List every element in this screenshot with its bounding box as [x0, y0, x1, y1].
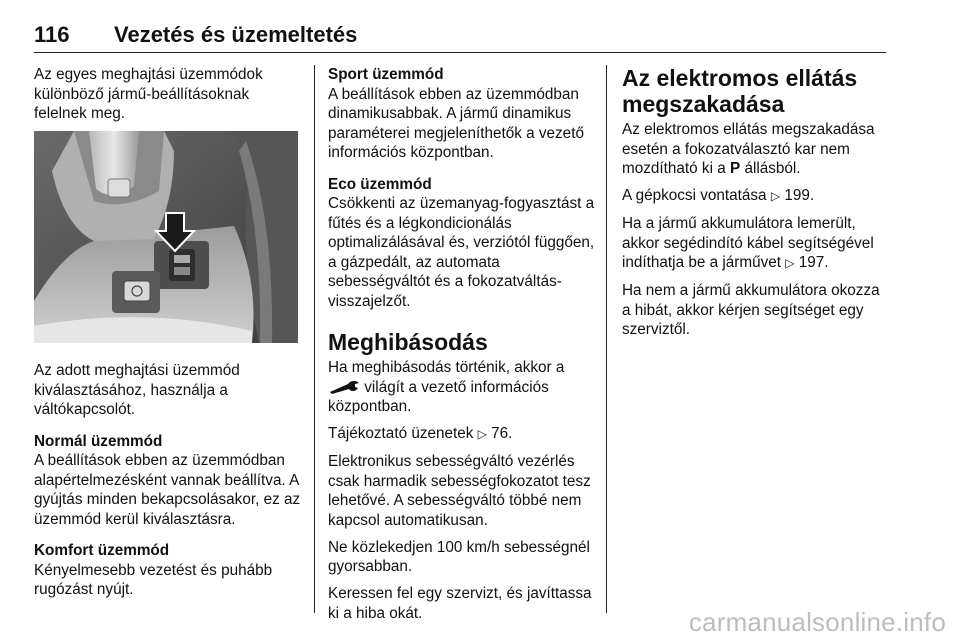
fault-p1-post: világít a vezető információs központban. — [328, 378, 549, 415]
fault-paragraph-2 — [328, 424, 596, 445]
fault-heading: Meghibásodás — [328, 329, 488, 355]
fault-paragraph-3: Elektronikus sebességváltó vezérlés csak harmadik sebességfokozatot tesz lehetővé. A sebességváltó többé nem kapcsol automatikusan. — [328, 453, 591, 529]
column-1 — [34, 65, 302, 607]
power-p1-post: állásból. — [744, 160, 801, 177]
triangle-right-icon: ▷ — [770, 189, 781, 203]
intro-text: Az egyes meghajtási üzemmódok különböző jármű-beállításoknak felelnek meg. — [34, 66, 263, 122]
power-p3-ref[interactable]: 197. — [798, 254, 829, 271]
column-2 — [328, 65, 596, 631]
power-p1-bold: P — [729, 160, 741, 177]
sport-mode-title: Sport üzemmód — [328, 66, 444, 83]
page-title: Vezetés és üzemeltetés — [114, 22, 358, 47]
power-paragraph-1 — [622, 120, 890, 179]
column-3 — [622, 65, 890, 347]
wrench-icon — [328, 380, 360, 394]
power-p2-pre: A gépkocsi vontatása — [622, 187, 767, 204]
komfort-mode-title: Komfort üzemmód — [34, 542, 170, 559]
power-outage-heading: Az elektromos ellátás megszakadása — [622, 65, 858, 117]
normal-mode-title: Normál üzemmód — [34, 432, 163, 450]
column-divider-1 — [314, 65, 315, 613]
power-paragraph-2 — [622, 186, 890, 207]
power-p1-pre: Az elektromos ellátás megszakadása esetén a fokozatválasztó kar nem mozdítható ki a — [622, 121, 875, 177]
power-paragraph-4: Ha nem a jármű akkumulátora okozza a hibát, akkor kérjen segítséget egy szerviztől. — [622, 282, 880, 338]
drive-mode-switch-photo — [34, 131, 298, 343]
column-divider-2 — [606, 65, 607, 613]
power-paragraph-3 — [622, 214, 890, 274]
komfort-mode-text: Kényelmesebb vezetést és puhább rugózást nyújt. — [34, 561, 273, 598]
sport-mode-text: A beállítások ebben az üzemmódban dinamikusabbak. A jármű dinamikus paraméterei megjeleníthetők a vezető információs központban. — [328, 85, 584, 161]
fault-p2-ref[interactable]: 76. — [491, 425, 513, 442]
fault-paragraph-5: Keressen fel egy szervizt, és javíttassa ki a hiba okát. — [328, 585, 592, 622]
triangle-right-icon: ▷ — [477, 427, 487, 441]
fault-p1-pre: Ha meghibásodás történik, akkor a — [328, 359, 565, 376]
page-header — [34, 22, 886, 53]
fault-p2-pre: Tájékoztató üzenetek — [328, 425, 474, 442]
watermark: carmanualsonline.info — [688, 607, 946, 637]
triangle-right-icon: ▷ — [785, 256, 795, 270]
after-image-text: Az adott meghajtási üzemmód kiválasztásához, használja a váltókapcsolót. — [34, 362, 240, 418]
eco-mode-text: Csökkenti az üzemanyag-fogyasztást a fűtés és a légkondicionálás optimalizálásával és, verziótól függően, a gázpedált, az automata sebességváltót és a fokozatváltás-visszajelzőt. — [328, 195, 595, 310]
eco-mode-title: Eco üzemmód — [328, 175, 432, 193]
power-p3-pre: Ha a jármű akkumulátora lemerült, akkor segédindító kábel segítségével indíthatja be a járművet — [622, 215, 874, 271]
fault-paragraph-4: Ne közlekedjen 100 km/h sebességnél gyorsabban. — [328, 538, 590, 575]
fault-paragraph-1 — [328, 358, 596, 417]
power-p2-ref[interactable]: 199. — [784, 187, 815, 204]
page-number: 116 — [34, 22, 70, 47]
normal-mode-text: A beállítások ebben az üzemmódban alapértelmezésként vannak beállítva. A gyújtás minden bekapcsolásakor, ez az üzemmód kerül kiválasztásra. — [34, 452, 301, 528]
